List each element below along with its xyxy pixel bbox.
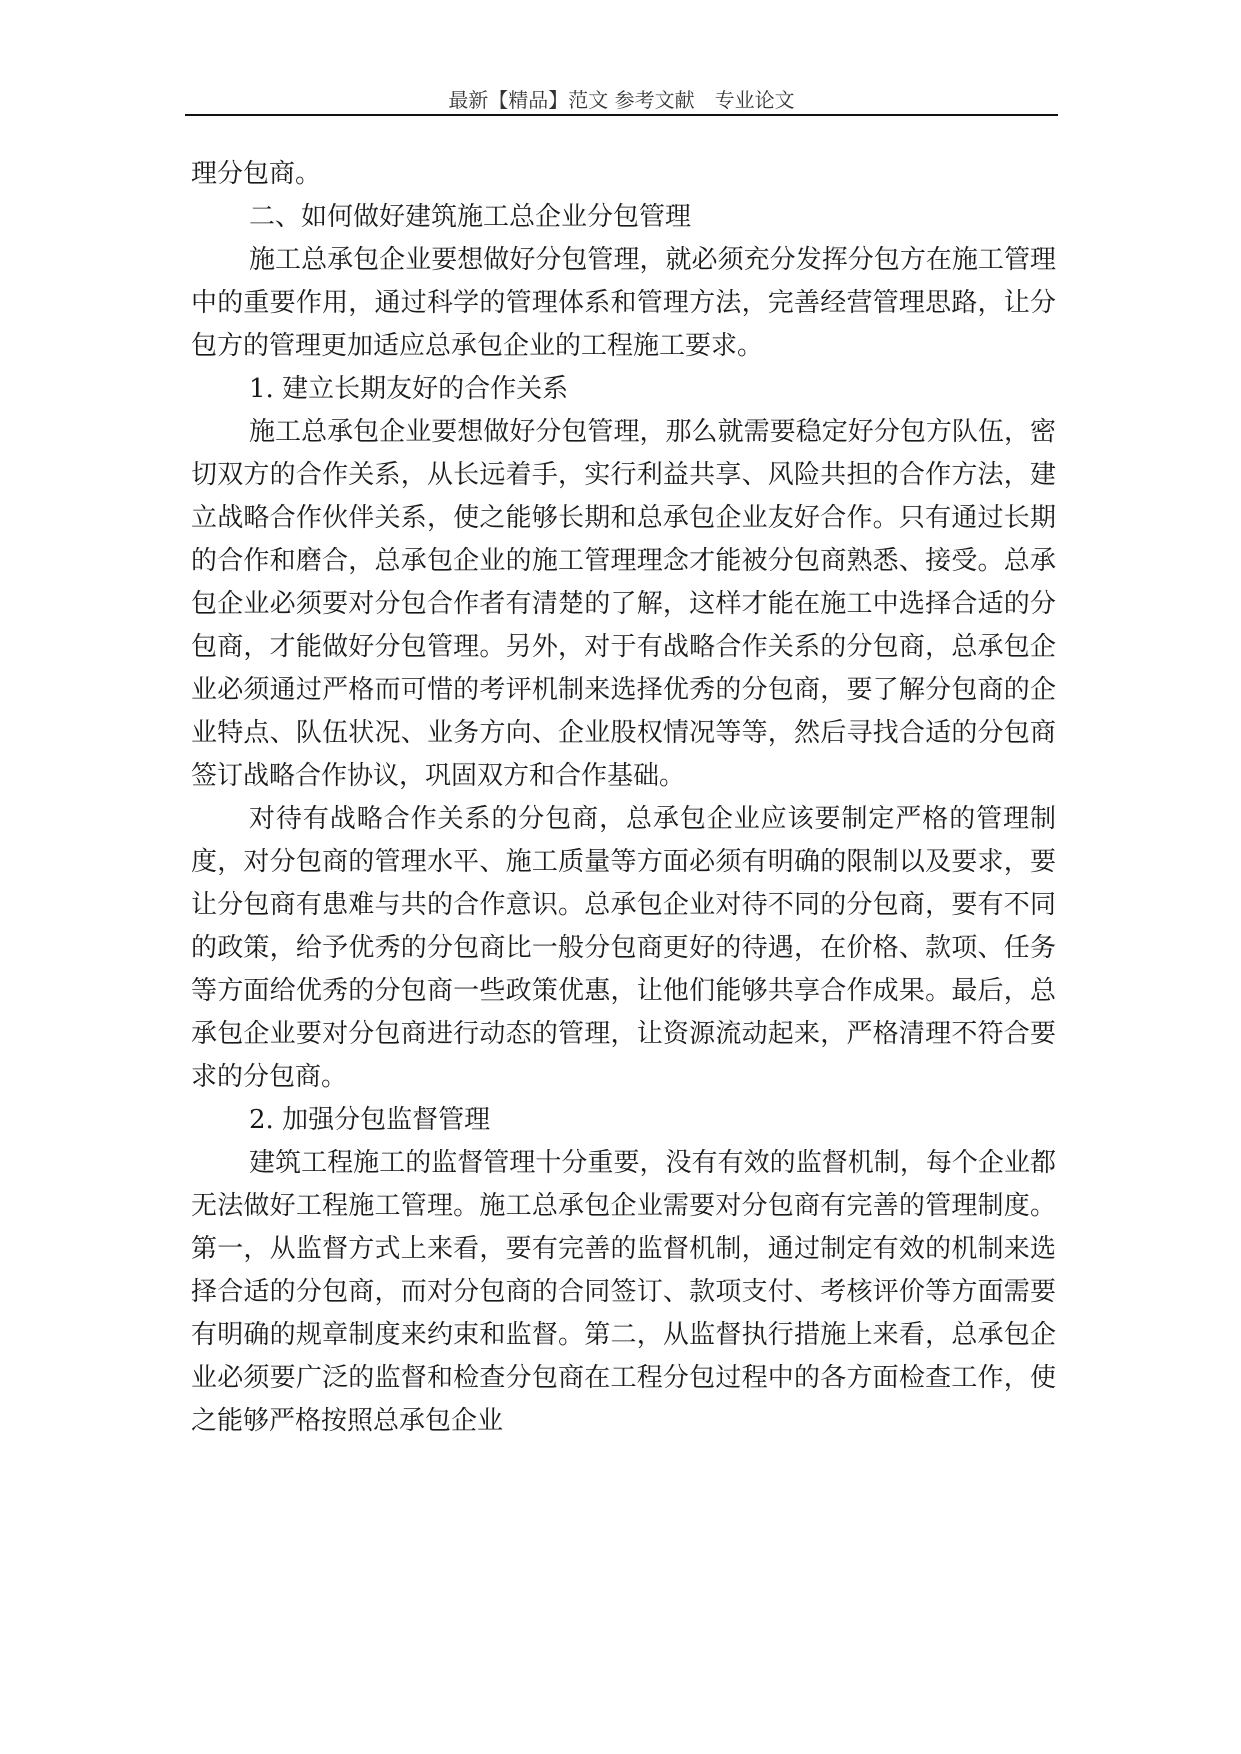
subsection-heading: 2. 加强分包监督管理 [249,1105,491,1135]
paragraph: 施工总承包企业要想做好分包管理，那么就需要稳定好分包方队伍，密切双方的合作关系，从长远着手，实行利益共享、风险共担的合作方法，建立战略合作伙伴关系，使之能够长期和总承包企业友好合作。只有通过长期的合作和磨合，总承包企业的施工管理理念才能被分包商熟悉、接受。总承包企业必须要对分包合作者有清楚的了解，这样才能在施工中选择合适的分包商，才能做好分包管理。另外，对于有战略合作关系的分包商，总承包企业必须通过严格而可惜的考评机制来选择优秀的分包商，要了解分包商的企业特点、队伍状况、业务方向、企业股权情况等等，然后寻找合适的分包商签订战略合作协议，巩固双方和合作基础。 [191,417,1056,791]
section-heading: 二、如何做好建筑施工总企业分包管理 [249,202,692,232]
header-rule [185,114,1058,116]
paragraph: 对待有战略合作关系的分包商，总承包企业应该要制定严格的管理制度，对分包商的管理水平、施工质量等方面必须有明确的限制以及要求，要让分包商有患难与共的合作意识。总承包企业对待不同的分包商，要有不同的政策，给予优秀的分包商比一般分包商更好的待遇，在价格、款项、任务等方面给优秀的分包商一些政策优惠，让他们能够共享合作成果。最后，总承包企业要对分包商进行动态的管理，让资源流动起来，严格清理不符合要求的分包商。 [191,804,1056,1092]
article-body [191,153,1056,1443]
paragraph: 建筑工程施工的监督管理十分重要，没有有效的监督机制，每个企业都无法做好工程施工管理。施工总承包企业需要对分包商有完善的管理制度。第一，从监督方式上来看，要有完善的监督机制，通过制定有效的机制来选择合适的分包商，而对分包商的合同签订、款项支付、考核评价等方面需要有明确的规章制度来约束和监督。第二，从监督执行措施上来看，总承包企业必须要广泛的监督和检查分包商在工程分包过程中的各方面检查工作，使之能够严格按照总承包企业 [191,1148,1056,1436]
continued-paragraph: 理分包商。 [191,159,322,189]
paragraph: 施工总承包企业要想做好分包管理，就必须充分发挥分包方在施工管理中的重要作用，通过科学的管理体系和管理方法，完善经营管理思路，让分包方的管理更加适应总承包企业的工程施工要求。 [191,245,1056,361]
subsection-heading: 1. 建立长期友好的合作关系 [249,374,569,404]
running-header: 最新【精品】范文 参考文献 专业论文 [448,88,795,112]
